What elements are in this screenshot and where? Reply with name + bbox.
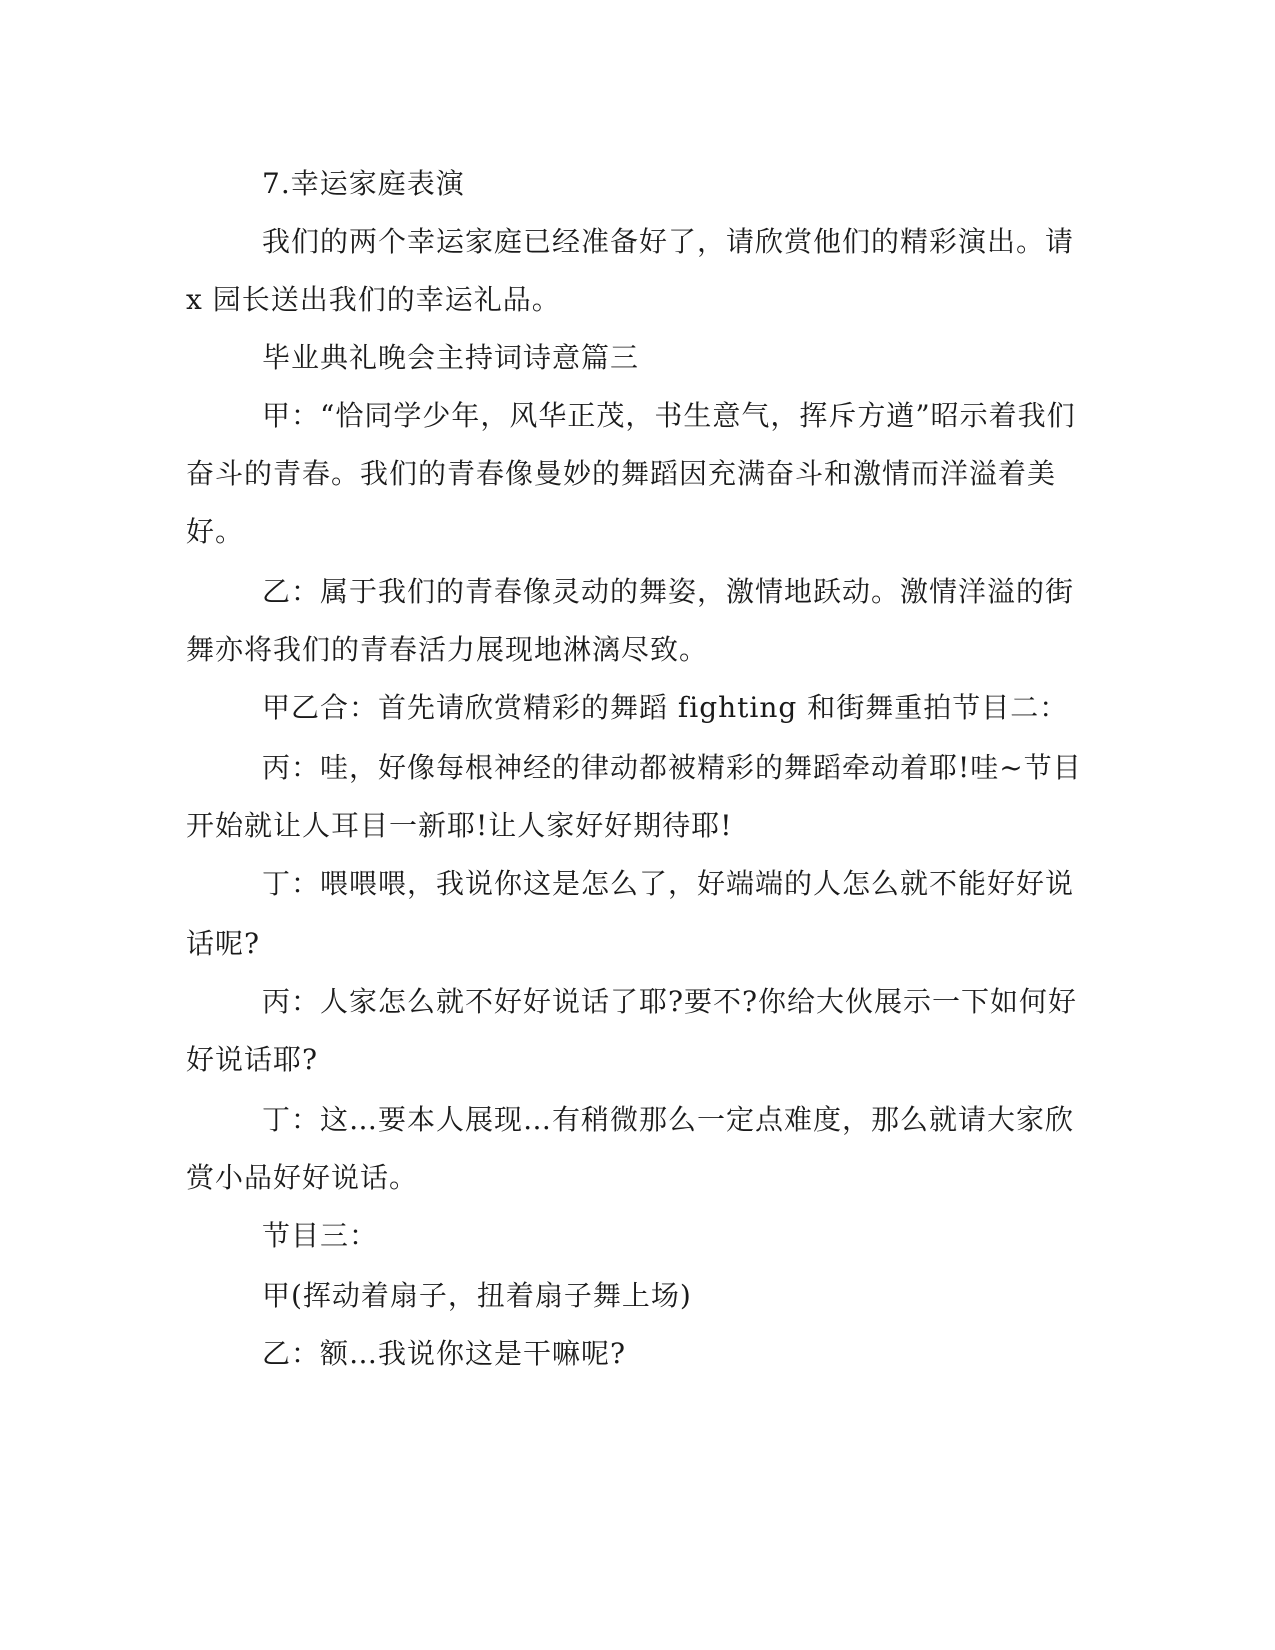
paragraph-line: 甲乙合：首先请欣赏精彩的舞蹈 fighting 和街舞重拍节目二： bbox=[262, 691, 1069, 724]
section-title: 毕业典礼晚会主持词诗意篇三 bbox=[262, 341, 640, 374]
paragraph-line: 节目三： bbox=[262, 1219, 379, 1252]
paragraph-line: 开始就让人耳目一新耶!让人家好好期待耶! bbox=[186, 809, 733, 842]
paragraph-line: 丙：哇，好像每根神经的律动都被精彩的舞蹈牵动着耶!哇~节目 bbox=[262, 751, 1082, 784]
item-heading: 7.幸运家庭表演 bbox=[262, 167, 465, 200]
paragraph-line: 甲(挥动着扇子，扭着扇子舞上场) bbox=[262, 1279, 692, 1312]
paragraph-line: 乙：属于我们的青春像灵动的舞姿，激情地跃动。激情洋溢的街 bbox=[262, 575, 1075, 608]
paragraph-line: 甲：“恰同学少年，风华正茂，书生意气，挥斥方遒”昭示着我们 bbox=[262, 399, 1076, 432]
paragraph-line: x 园长送出我们的幸运礼品。 bbox=[186, 283, 561, 316]
paragraph-line: 舞亦将我们的青春活力展现地淋漓尽致。 bbox=[186, 633, 709, 666]
paragraph-line: 奋斗的青春。我们的青春像曼妙的舞蹈因充满奋斗和激情而洋溢着美 bbox=[186, 457, 1057, 490]
paragraph-line: 好。 bbox=[186, 515, 245, 548]
paragraph-line: 丁：这…要本人展现…有稍微那么一定点难度，那么就请大家欣 bbox=[262, 1103, 1075, 1136]
paragraph-line: 丁：喂喂喂，我说你这是怎么了，好端端的人怎么就不能好好说 bbox=[262, 867, 1075, 900]
paragraph-line: 乙：额…我说你这是干嘛呢? bbox=[262, 1337, 627, 1370]
paragraph-line: 丙：人家怎么就不好好说话了耶?要不?你给大伙展示一下如何好 bbox=[262, 985, 1078, 1018]
paragraph-line: 话呢? bbox=[186, 927, 261, 960]
paragraph-line: 赏小品好好说话。 bbox=[186, 1161, 419, 1194]
paragraph-line: 好说话耶? bbox=[186, 1043, 319, 1076]
paragraph-line: 我们的两个幸运家庭已经准备好了，请欣赏他们的精彩演出。请 bbox=[262, 225, 1075, 258]
